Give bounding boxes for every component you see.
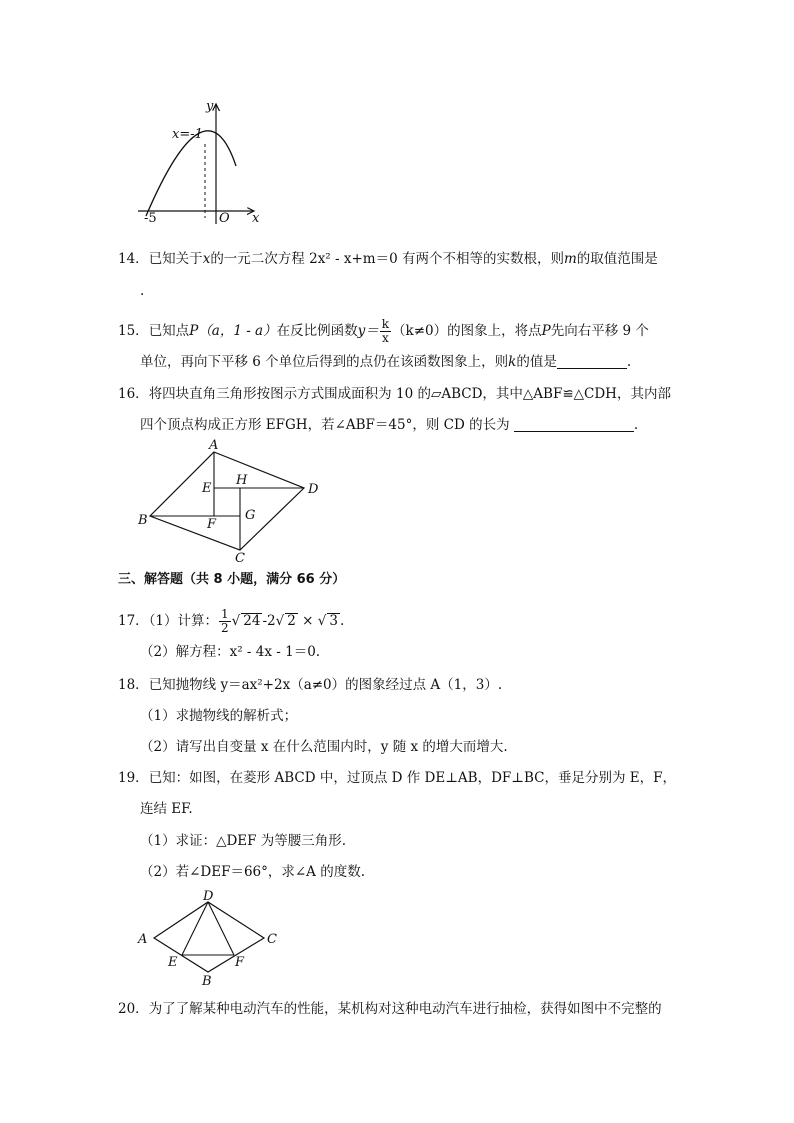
- section-title: 三、解答题（共 8 小题，满分 66 分）: [118, 572, 346, 587]
- question-17: 17．（1）计算： $\frac{1}{2}$ √ 24 -2√ 2 × √ 3 .: [118, 607, 345, 635]
- label-f: F: [207, 517, 217, 532]
- q15-fraction: [380, 318, 391, 345]
- label-e: E: [202, 481, 212, 496]
- q17-minus-two: -2: [262, 613, 276, 629]
- q18-line1: 已知抛物线 y＝ax²+2x（a≠0）的图象经过点 A（1，3）.: [148, 677, 503, 693]
- q14-text-c: 有两个不相等的实数根，则: [401, 251, 564, 267]
- q17-fraction: [219, 608, 231, 635]
- q14-end: .: [140, 283, 145, 299]
- answer-blank[interactable]: [557, 354, 627, 369]
- question-16: [118, 385, 671, 403]
- question-20: [118, 1000, 662, 1018]
- q17-frac-den: 2: [221, 621, 229, 635]
- q15-condition: （k≠0）: [392, 323, 448, 339]
- q15-var-k: k: [508, 354, 517, 370]
- question-number: 18．: [118, 677, 149, 693]
- q15-text-a: 已知点: [148, 323, 190, 339]
- q15-frac-num: k: [381, 317, 390, 331]
- y-axis-label: y: [206, 99, 214, 114]
- q15-point: P（a，1 - a）: [189, 323, 277, 339]
- question-19-line2: 连结 EF.: [140, 801, 193, 817]
- label-b: B: [138, 513, 148, 528]
- figure-19-rhombus: [132, 888, 282, 988]
- q17-frac-num: 1: [221, 607, 229, 621]
- q16-line2: 四个顶点构成正方形 EFGH，若∠ABF＝45°，则 CD 的长为: [140, 417, 510, 433]
- label-g: G: [245, 508, 256, 523]
- q17-radicand-3: 3: [329, 613, 338, 629]
- question-19-part2: （2）若∠DEF＝66°，求∠A 的度数.: [140, 864, 366, 880]
- question-15: [118, 318, 649, 345]
- q15-text-d: 先向右平移 9 个: [550, 323, 649, 339]
- q14-equation: 2x² - x+m＝0: [309, 251, 398, 267]
- label-h: H: [236, 473, 248, 488]
- parallelogram-abcd: [150, 452, 304, 550]
- question-19-part1: （1）求证：△DEF 为等腰三角形.: [140, 833, 347, 849]
- q15-text-b: 在反比例函数: [276, 323, 358, 339]
- label-e: E: [168, 955, 178, 970]
- label-c: C: [267, 932, 277, 947]
- question-number: 19．: [118, 770, 149, 786]
- q14-var-m: m: [563, 251, 577, 267]
- parabola-graph: [132, 98, 272, 226]
- q14-text-b: 的一元二次方程: [210, 251, 305, 267]
- question-19: [118, 769, 676, 787]
- q14-var-x: x: [202, 251, 211, 267]
- q17-radicand-2: 2: [287, 613, 296, 629]
- parabola-curve: [146, 131, 236, 216]
- q15-end: .: [626, 354, 632, 370]
- q16-line1: 将四块直角三角形按图示方式围成面积为 10 的▱ABCD，其中△ABF≌△CDH，其内部: [148, 386, 671, 402]
- q14-text-a: 已知关于: [148, 251, 203, 267]
- q20-line1: 为了了解某种电动汽车的性能，某机构对这种电动汽车进行抽检，获得如图中不完整的: [148, 1001, 662, 1017]
- q17-times: ×: [302, 613, 314, 629]
- q15-line2-b: 的值是: [516, 354, 557, 370]
- question-18-part1: （1）求抛物线的解析式；: [140, 708, 298, 724]
- label-f: F: [235, 955, 245, 970]
- question-14: [118, 250, 658, 268]
- q16-end: .: [633, 417, 639, 433]
- q15-var-p: P: [541, 323, 551, 339]
- question-number: 14．: [118, 251, 149, 267]
- question-18: [118, 676, 502, 694]
- question-18-part2: （2）请写出自变量 x 在什么范围内时，y 随 x 的增大而增大.: [140, 739, 508, 755]
- label-d: D: [203, 889, 214, 904]
- label-a: A: [209, 438, 219, 453]
- label-c: C: [235, 551, 245, 566]
- q17-part1-label: （1）计算：: [148, 613, 219, 629]
- q17-radicand-1: 24: [243, 613, 261, 629]
- label-b: B: [202, 974, 212, 988]
- q15-frac-den: x: [382, 331, 389, 345]
- question-16-line2: [140, 416, 638, 434]
- q15-func-prefix: y＝: [357, 323, 379, 339]
- figure-16-parallelogram: [132, 438, 332, 566]
- q19-line1: 已知：如图，在菱形 ABCD 中，过顶点 D 作 DE⊥AB，DF⊥BC，垂足分别为 E，F，: [148, 770, 676, 786]
- q15-line2-a: 单位，再向下平移 6 个单位后得到的点仍在该函数图象上，则: [140, 354, 509, 370]
- q15-text-c: 的图象上，将点: [447, 323, 542, 339]
- origin-label: O: [219, 211, 230, 226]
- q14-text-d: 的取值范围是: [576, 251, 658, 267]
- question-number: 20．: [118, 1001, 149, 1017]
- question-number: 16．: [118, 386, 149, 402]
- question-17-part2: （2）解方程：x² - 4x - 1＝0.: [140, 644, 321, 660]
- axis-line-label: x=-1: [172, 127, 203, 142]
- label-a: A: [138, 932, 148, 947]
- question-15-line2: [140, 353, 631, 371]
- label-d: D: [308, 482, 319, 497]
- x-axis-label: x: [252, 211, 260, 226]
- answer-blank[interactable]: [514, 417, 634, 432]
- q17-end: .: [339, 613, 345, 629]
- question-number: 15．: [118, 323, 149, 339]
- neg5-label: -5: [144, 211, 157, 226]
- question-number: 17．: [118, 613, 149, 629]
